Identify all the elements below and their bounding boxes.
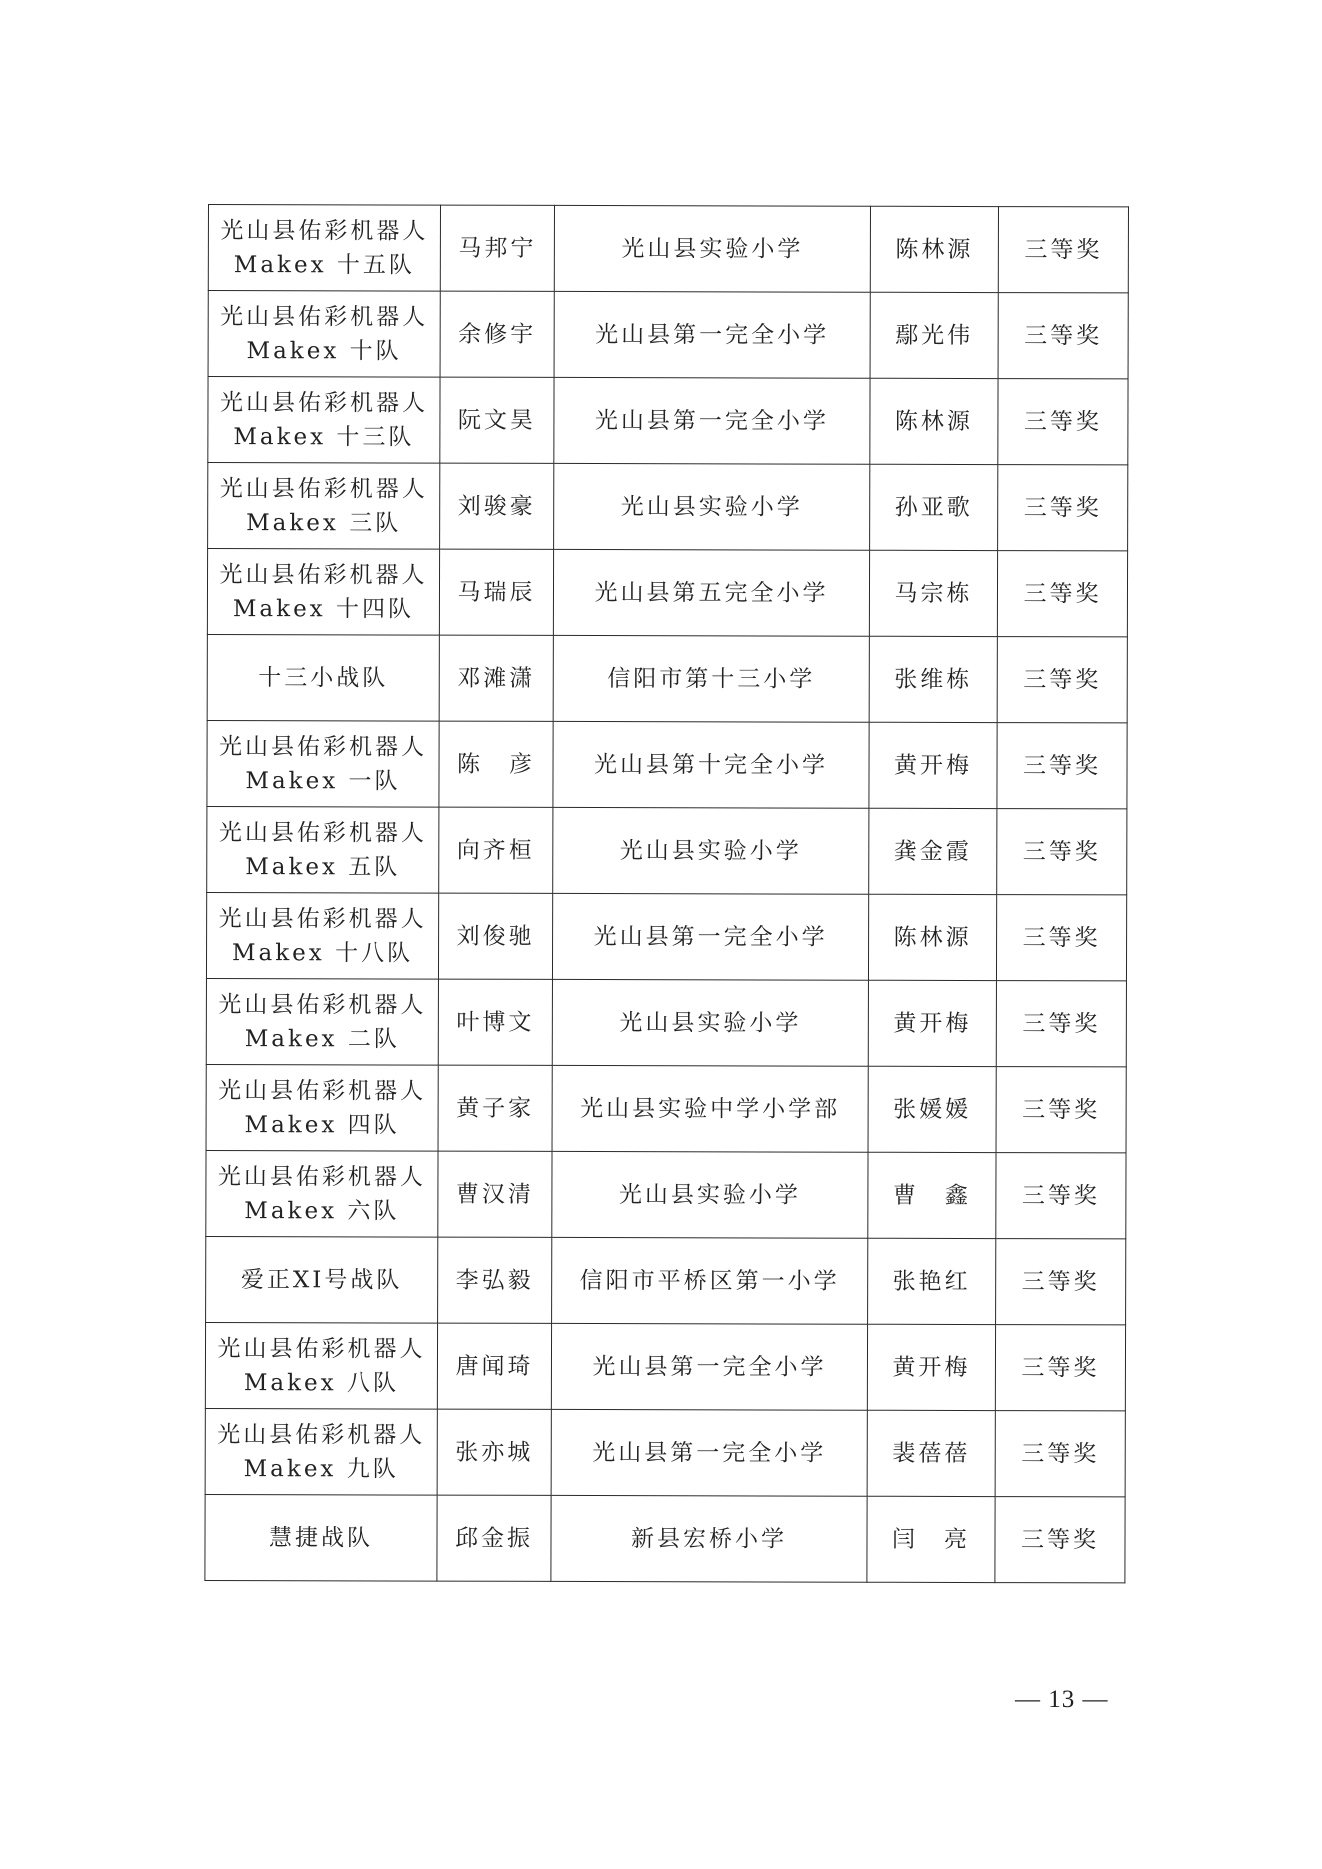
team-name-line: Makex 五队 xyxy=(245,853,401,881)
school-cell: 光山县实验小学 xyxy=(552,979,868,1066)
award-cell: 三等奖 xyxy=(997,637,1127,723)
team-name-line: Makex 三队 xyxy=(246,509,402,537)
student-name-cell: 刘俊驰 xyxy=(438,893,552,979)
team-name-line: Makex 八队 xyxy=(243,1369,399,1397)
team-name-line: 光山县佑彩机器人 xyxy=(217,1335,426,1363)
award-cell: 三等奖 xyxy=(998,293,1128,379)
page-number: — 13 — xyxy=(1015,1686,1109,1713)
award-cell: 三等奖 xyxy=(996,1067,1126,1153)
school-cell: 光山县第一完全小学 xyxy=(552,893,868,980)
team-name-line: Makex 十队 xyxy=(246,337,402,365)
team-name-cell xyxy=(208,205,440,292)
table-row xyxy=(205,1494,1125,1582)
team-name-line: 光山县佑彩机器人 xyxy=(220,303,429,331)
team-name-line: 光山县佑彩机器人 xyxy=(218,991,427,1019)
table-row xyxy=(207,634,1127,722)
table-row xyxy=(208,377,1128,465)
team-name-cell xyxy=(206,892,438,979)
team-name-line: 光山县佑彩机器人 xyxy=(220,217,429,245)
table-row xyxy=(206,892,1126,980)
teacher-cell: 曹 鑫 xyxy=(868,1152,996,1238)
teacher-cell: 张维栋 xyxy=(869,636,997,722)
award-cell: 三等奖 xyxy=(996,895,1126,981)
teacher-cell: 陈林源 xyxy=(870,378,998,464)
team-name-line: Makex 一队 xyxy=(245,767,401,795)
student-name-cell: 唐闻琦 xyxy=(437,1323,551,1409)
team-name-line: 光山县佑彩机器人 xyxy=(219,561,428,589)
team-name-line: 光山县佑彩机器人 xyxy=(217,1421,426,1449)
school-cell: 光山县第一完全小学 xyxy=(554,377,870,464)
team-name-line: Makex 六队 xyxy=(244,1197,400,1225)
teacher-cell: 黄开梅 xyxy=(868,980,996,1066)
teacher-cell: 黄开梅 xyxy=(869,722,997,808)
student-name-cell: 马邦宁 xyxy=(440,205,554,291)
team-name-cell xyxy=(206,978,438,1065)
teacher-cell: 张艳红 xyxy=(868,1238,996,1324)
team-name-line: 光山县佑彩机器人 xyxy=(218,819,427,847)
school-cell: 信阳市第十三小学 xyxy=(553,635,869,722)
table-row xyxy=(206,978,1126,1066)
table-row xyxy=(208,463,1128,551)
team-name-cell xyxy=(208,377,440,464)
school-cell: 光山县实验小学 xyxy=(554,205,870,292)
school-cell: 光山县第一完全小学 xyxy=(554,291,870,378)
school-cell: 光山县第一完全小学 xyxy=(551,1409,867,1496)
school-cell: 信阳市平桥区第一小学 xyxy=(552,1237,868,1324)
team-name-cell xyxy=(206,1064,438,1151)
team-name-cell xyxy=(206,1236,438,1323)
award-cell: 三等奖 xyxy=(995,1411,1125,1497)
team-name-line: 爱正XI号战队 xyxy=(240,1266,403,1294)
team-name-cell xyxy=(206,1150,438,1237)
team-name-cell xyxy=(205,1322,437,1409)
table-row xyxy=(207,806,1127,894)
school-cell: 光山县实验中学小学部 xyxy=(552,1065,868,1152)
student-name-cell: 邓滩潇 xyxy=(439,635,553,721)
award-cell: 三等奖 xyxy=(996,1153,1126,1239)
school-cell: 光山县第十完全小学 xyxy=(553,721,869,808)
award-cell: 三等奖 xyxy=(996,981,1126,1067)
team-name-line: 光山县佑彩机器人 xyxy=(218,1077,427,1105)
award-cell: 三等奖 xyxy=(995,1497,1125,1583)
team-name-cell xyxy=(208,463,440,550)
teacher-cell: 裴蓓蓓 xyxy=(867,1410,995,1496)
school-cell: 光山县实验小学 xyxy=(554,463,870,550)
teacher-cell: 闫 亮 xyxy=(867,1496,995,1582)
team-name-line: 光山县佑彩机器人 xyxy=(219,733,428,761)
student-name-cell: 叶博文 xyxy=(438,979,552,1065)
award-cell: 三等奖 xyxy=(998,379,1128,465)
team-name-line: 慧捷战队 xyxy=(268,1524,374,1551)
team-name-cell xyxy=(207,720,439,807)
table-row xyxy=(206,1236,1126,1324)
award-cell: 三等奖 xyxy=(996,1239,1126,1325)
school-cell: 光山县第一完全小学 xyxy=(551,1323,867,1410)
teacher-cell: 鄢光伟 xyxy=(870,292,998,378)
table-body xyxy=(205,205,1129,1583)
award-cell: 三等奖 xyxy=(997,723,1127,809)
student-name-cell: 向齐桓 xyxy=(439,807,553,893)
teacher-cell: 孙亚歌 xyxy=(870,464,998,550)
team-name-line: Makex 四队 xyxy=(244,1111,400,1139)
team-name-cell xyxy=(207,634,439,721)
team-name-cell xyxy=(207,806,439,893)
table-row xyxy=(205,1322,1125,1410)
student-name-cell: 刘骏豪 xyxy=(440,463,554,549)
student-name-cell: 张亦城 xyxy=(437,1409,551,1495)
school-cell: 光山县第五完全小学 xyxy=(553,549,869,636)
student-name-cell: 曹汉清 xyxy=(438,1151,552,1237)
team-name-line: Makex 十八队 xyxy=(231,939,414,967)
team-name-line: Makex 十五队 xyxy=(233,251,415,279)
student-name-cell: 马瑞辰 xyxy=(439,549,553,635)
team-name-line: 十三小战队 xyxy=(258,664,389,691)
teacher-cell: 张媛媛 xyxy=(868,1066,996,1152)
student-name-cell: 陈 彦 xyxy=(439,721,553,807)
school-cell: 新县宏桥小学 xyxy=(551,1495,867,1582)
table-row xyxy=(208,205,1128,293)
award-cell: 三等奖 xyxy=(998,465,1128,551)
team-name-line: Makex 十三队 xyxy=(233,423,415,451)
team-name-line: 光山县佑彩机器人 xyxy=(218,905,427,933)
teacher-cell: 陈林源 xyxy=(868,894,996,980)
team-name-cell xyxy=(205,1408,437,1495)
table-row xyxy=(207,549,1127,637)
team-name-cell xyxy=(205,1494,437,1581)
teacher-cell: 马宗栋 xyxy=(869,550,997,636)
awards-table xyxy=(204,204,1129,1583)
teacher-cell: 陈林源 xyxy=(870,206,998,292)
award-cell: 三等奖 xyxy=(995,1325,1125,1411)
teacher-cell: 黄开梅 xyxy=(867,1324,995,1410)
student-name-cell: 李弘毅 xyxy=(438,1237,552,1323)
team-name-line: 光山县佑彩机器人 xyxy=(219,475,428,503)
student-name-cell: 黄子家 xyxy=(438,1065,552,1151)
team-name-line: 光山县佑彩机器人 xyxy=(219,389,429,417)
award-cell: 三等奖 xyxy=(997,551,1127,637)
award-cell: 三等奖 xyxy=(997,809,1127,895)
student-name-cell: 阮文昊 xyxy=(440,377,554,463)
table-row xyxy=(205,1408,1125,1496)
table-row xyxy=(206,1150,1126,1238)
table-row xyxy=(208,291,1128,379)
student-name-cell: 余修宇 xyxy=(440,291,554,377)
team-name-cell xyxy=(207,549,439,636)
team-name-line: 光山县佑彩机器人 xyxy=(217,1163,426,1191)
school-cell: 光山县实验小学 xyxy=(552,1151,868,1238)
team-name-line: Makex 九队 xyxy=(243,1455,399,1483)
team-name-cell xyxy=(208,291,440,378)
award-cell: 三等奖 xyxy=(998,207,1128,293)
school-cell: 光山县实验小学 xyxy=(553,807,869,894)
teacher-cell: 龚金霞 xyxy=(869,808,997,894)
team-name-line: Makex 十四队 xyxy=(232,595,415,623)
team-name-line: Makex 二队 xyxy=(244,1025,400,1053)
table-row xyxy=(207,720,1127,808)
student-name-cell: 邱金振 xyxy=(437,1495,551,1581)
table-row xyxy=(206,1064,1126,1152)
